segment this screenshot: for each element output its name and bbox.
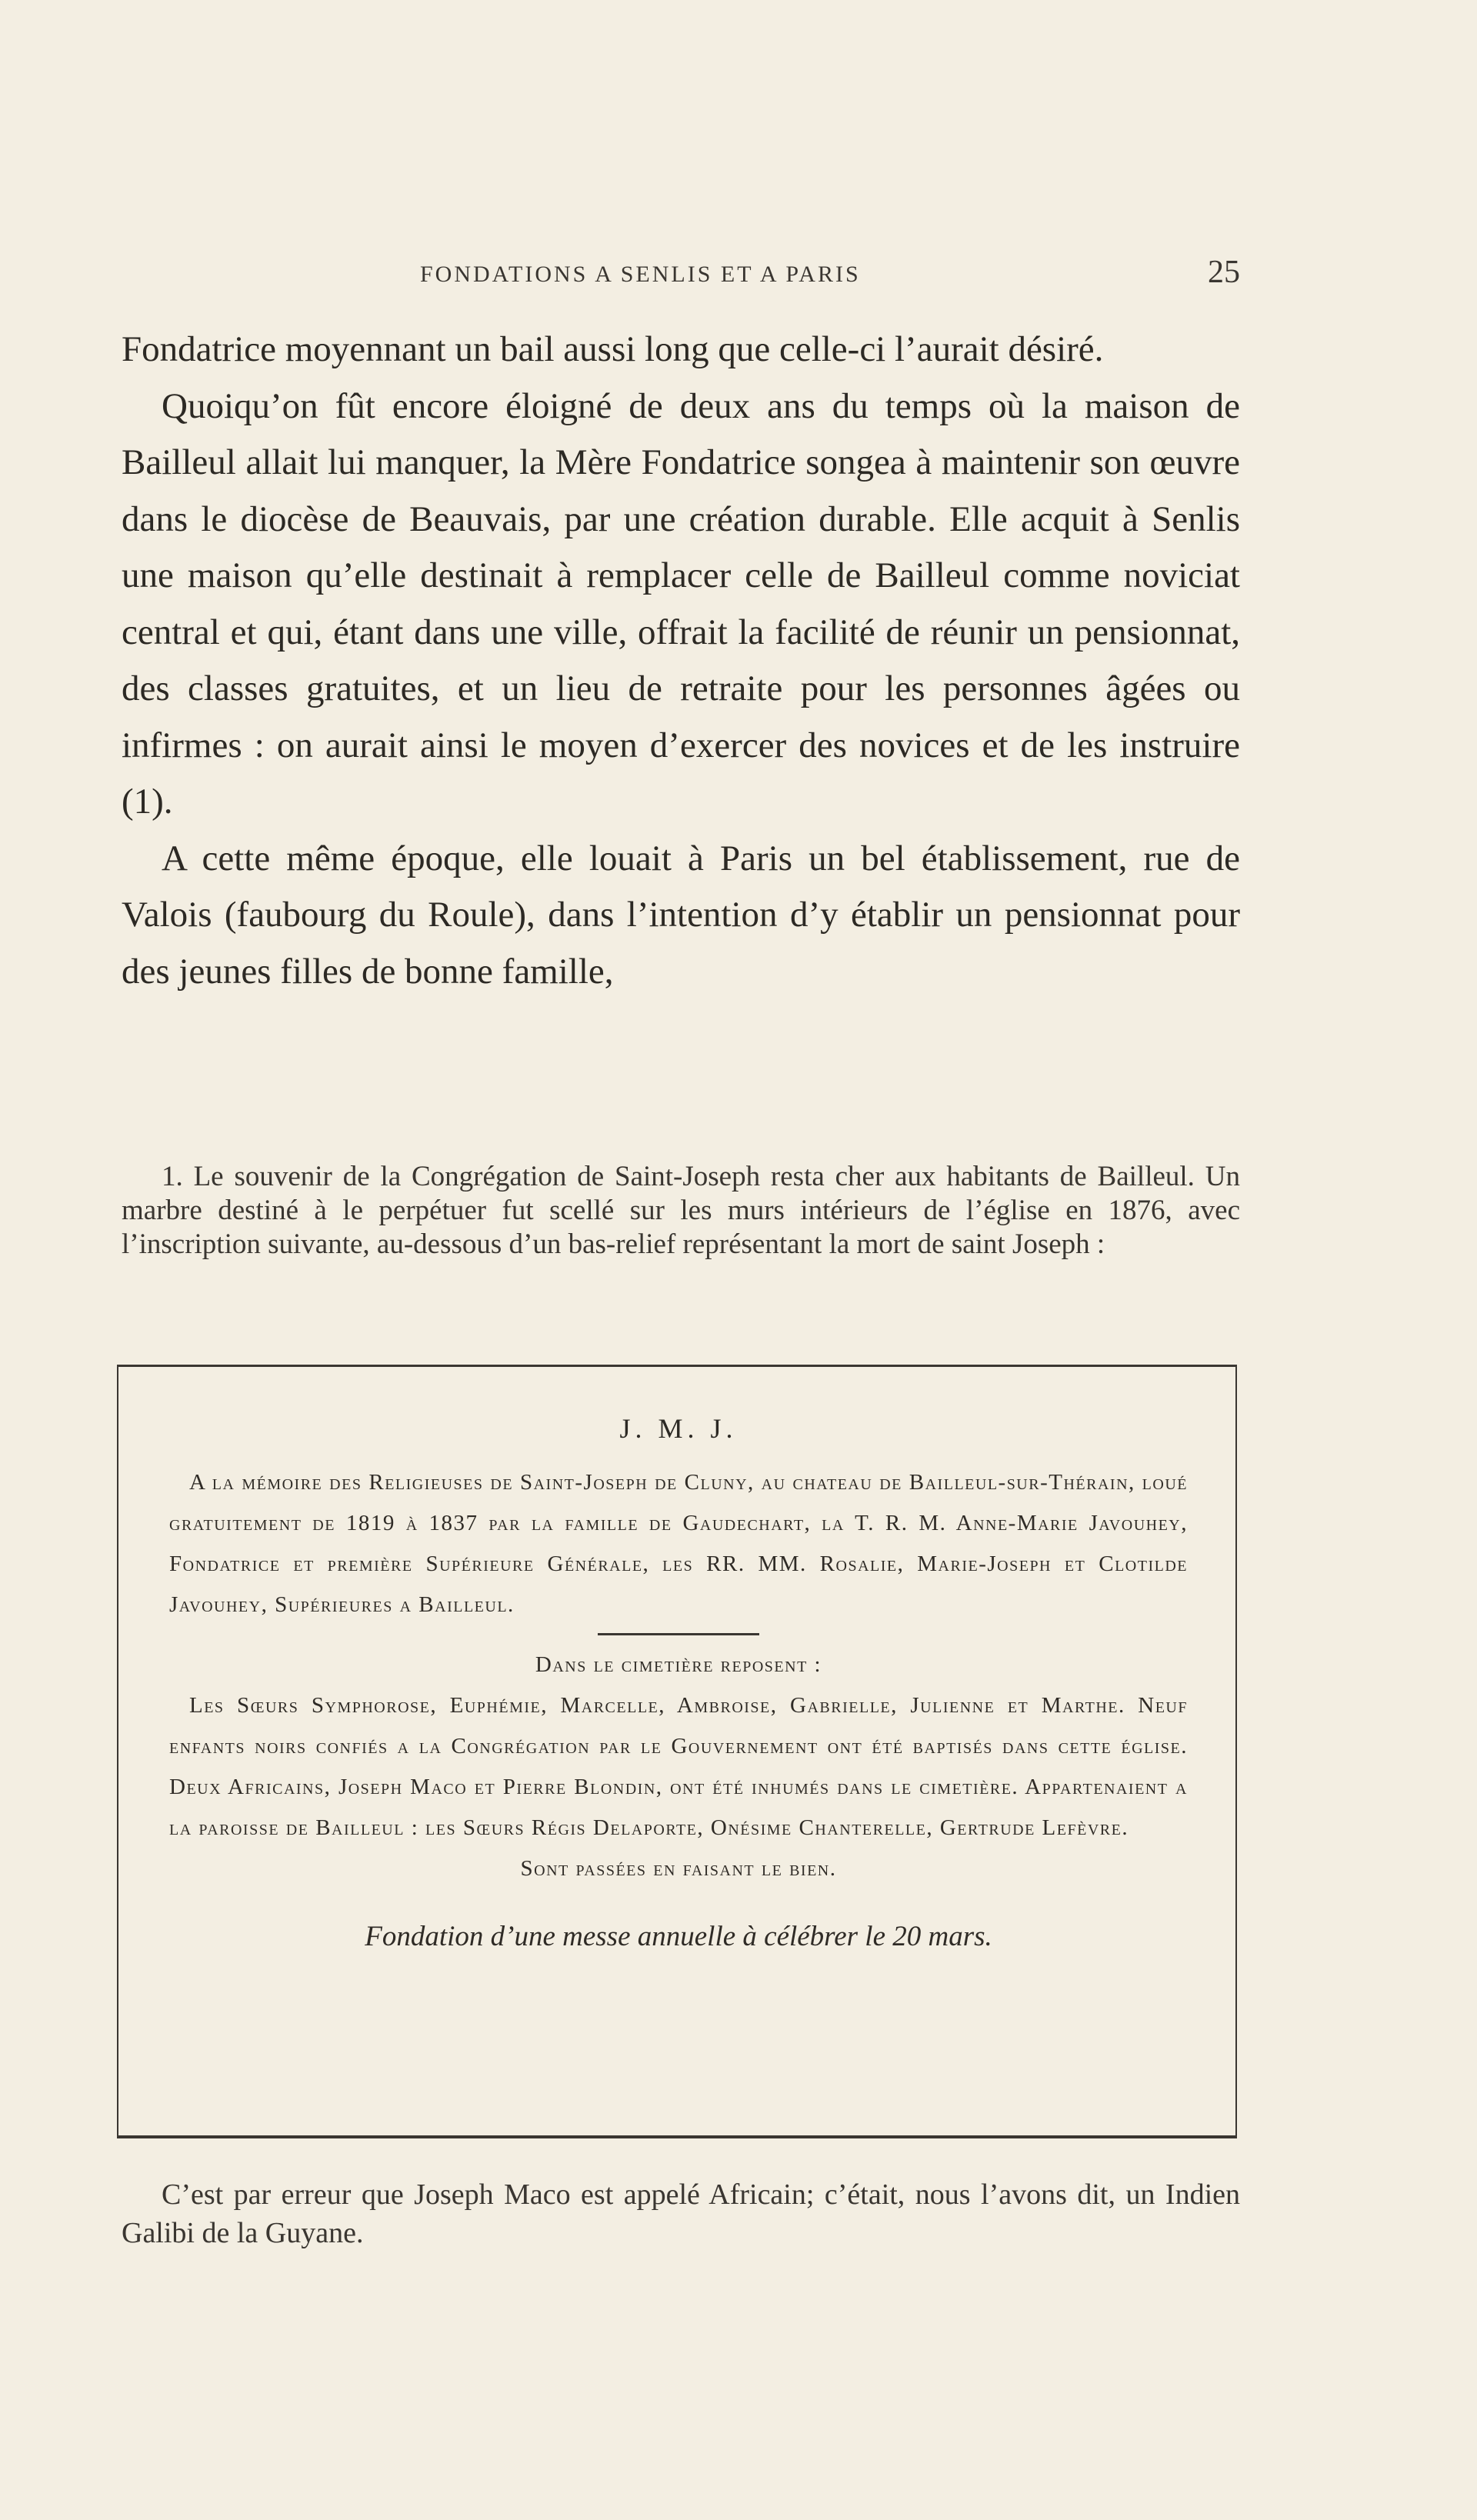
running-head bbox=[123, 254, 1240, 300]
paragraph-paris: A cette même époque, elle louait à Paris un bel établissement, rue de Valois (faubourg du Roule), dans l’intention d’y établir un pensionnat pour des jeunes filles de bonne famille, bbox=[122, 838, 1240, 992]
paragraph-continuation: Fondatrice moyennant un bail aussi long que celle-ci l’aurait désiré. bbox=[122, 329, 1104, 369]
fondation-line: Fondation d’une messe annuelle à célébrer le 20 mars. bbox=[365, 1921, 992, 1952]
cemetery-text: Les Sœurs Symphorose, Euphémie, Marcelle, Ambroise, Gabrielle, Julienne et Marthe. Neuf enfants noirs confiés a la Congrégation par le Gouvernement ont été baptisés dans cette église. Deux Africains, Joseph Maco et Pierre Blondin, ont été inhumés dans le cimetière. Appartenaient a la paroisse de Bailleul : les Sœurs Régis Delaporte, Onésime Chanterelle, Gertrude Lefèvre. bbox=[169, 1693, 1188, 1840]
footnote bbox=[122, 1160, 1240, 1262]
inscription-closing: Sont passées en faisant le bien. bbox=[520, 1856, 837, 1881]
cemetery-heading: Dans le cimetière reposent : bbox=[535, 1652, 822, 1677]
page-number: 25 bbox=[1208, 255, 1240, 290]
after-note-text: C’est par erreur que Joseph Maco est appelé Africain; c’était, nous l’avons dit, un Indien Galibi de la Guyane. bbox=[122, 2178, 1240, 2249]
inscription-content bbox=[169, 1405, 1188, 1953]
paragraph-senlis: Quoiqu’on fût encore éloigné de deux ans du temps où la maison de Bailleul allait lui manquer, la Mère Fondatrice songea à maintenir son œuvre dans le diocèse de Beauvais, par une création durable. Elle acquit à Senlis une maison qu’elle destinait à remplacer celle de Bailleul comme noviciat central et qui, étant dans une ville, offrait la facilité de réunir un pensionnat, des classes gratuites, et un lieu de retraite pour les personnes âgées ou infirmes : on aurait ainsi le moyen d’exercer des novices et de les instruire (1). bbox=[122, 385, 1240, 822]
footnote-text: 1. Le souvenir de la Congrégation de Saint-Joseph resta cher aux habitants de Bailleul. Un marbre destiné à le perpétuer fut scellé sur les murs intérieurs de l’église en 1876, avec l’inscription suivante, au-dessous d’un bas-relief représentant la mort de saint Joseph : bbox=[122, 1161, 1240, 1260]
running-title: FONDATIONS A SENLIS ET A PARIS bbox=[420, 262, 861, 287]
after-note bbox=[122, 2175, 1240, 2252]
body-text bbox=[122, 322, 1240, 1000]
divider-rule bbox=[598, 1633, 759, 1635]
inscription-box bbox=[117, 1365, 1237, 2138]
inscription-heading: J. M. J. bbox=[619, 1413, 738, 1444]
inscription-memorial: A la mémoire des Religieuses de Saint-Joseph de Cluny, au chateau de Bailleul-sur-Thérain, loué gratuitement de 1819 à 1837 par la famille de Gaudechart, la T. R. M. Anne-Marie Javouhey, Fondatrice et première Supérieure Générale, les RR. MM. Rosalie, Marie-Joseph et Clotilde Javouhey, Supérieures a Bailleul. bbox=[169, 1470, 1188, 1617]
